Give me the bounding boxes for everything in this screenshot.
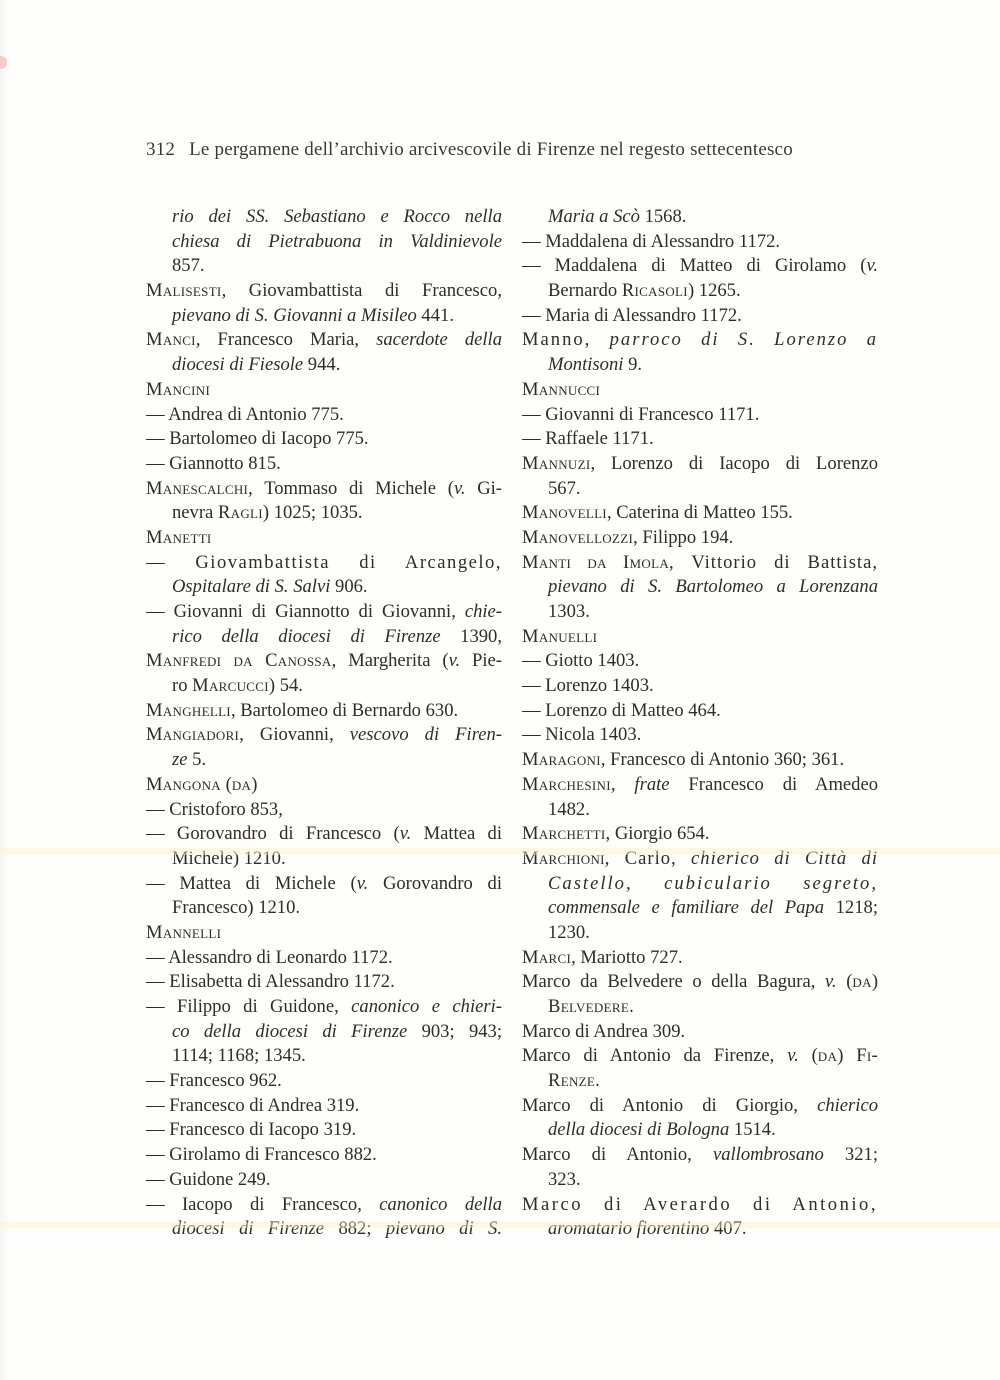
text-segment: v. <box>448 650 461 672</box>
text-segment: 857. <box>172 255 205 277</box>
index-line <box>146 995 502 1020</box>
text-segment: v. <box>866 255 878 277</box>
text-segment: canonico della <box>379 1193 502 1215</box>
text-segment: — Guidone 249. <box>146 1168 271 1190</box>
text-segment: , Giorgio 654. <box>605 823 710 845</box>
text-segment: v. <box>399 823 412 845</box>
index-line <box>522 353 878 378</box>
text-segment: chierico di Città di <box>691 847 878 869</box>
text-segment: sacerdote della <box>376 329 502 351</box>
index-line <box>522 822 878 847</box>
index-line <box>146 625 502 650</box>
text-segment: pievano di S. <box>385 1218 502 1240</box>
text-segment: — Lorenzo di Matteo 464. <box>522 699 721 721</box>
index-line <box>146 230 502 255</box>
text-segment: 1114; 1168; 1345. <box>172 1045 306 1067</box>
text-segment: , Margherita ( <box>331 650 449 672</box>
index-line <box>146 872 502 897</box>
text-segment: 1482. <box>548 798 590 820</box>
text-segment: , Tommaso di Michele ( <box>248 477 454 499</box>
index-line <box>146 205 502 230</box>
text-segment: Mangona <box>146 773 221 795</box>
text-segment: frate <box>634 773 670 795</box>
text-segment: — Mattea di Michele ( <box>146 872 357 894</box>
text-segment: — Nicola 1403. <box>522 724 642 746</box>
index-line <box>522 1044 878 1069</box>
running-title: Le pergamene dell’archivio arcivescovile di Firenze nel regesto settecentesco <box>189 139 793 160</box>
text-segment: — Giovanni di Francesco 1171. <box>522 403 760 425</box>
text-segment: Ospitalare di S. Salvi <box>172 576 331 598</box>
text-segment: diocesi di Firenze <box>172 1218 325 1240</box>
text-segment: 1303. <box>548 601 590 622</box>
index-line <box>522 501 878 526</box>
text-segment: — Andrea di Antonio 775. <box>146 403 344 425</box>
text-segment: vescovo di Firen- <box>349 724 502 746</box>
index-line <box>146 526 502 551</box>
text-segment: Mangiadori <box>146 724 240 746</box>
index-line <box>146 575 502 600</box>
index-line <box>522 1069 878 1094</box>
text-segment: 882; <box>324 1218 386 1240</box>
index-line <box>522 378 878 403</box>
text-segment: Manovelli <box>522 502 607 524</box>
index-line <box>522 205 878 230</box>
text-segment: — Giovambattista di Arcangelo, <box>146 551 502 573</box>
index-line <box>146 1020 502 1045</box>
text-segment: Mannucci <box>522 378 601 400</box>
text-segment: 5. <box>187 749 207 771</box>
text-segment: Mannelli <box>146 921 222 943</box>
index-line <box>146 822 502 847</box>
index-line <box>522 328 878 353</box>
index-line <box>522 526 878 551</box>
text-segment: Manfredi da Canossa <box>146 650 332 672</box>
page-header <box>146 139 866 161</box>
text-segment: , Giovanni, <box>239 724 350 746</box>
index-line <box>146 378 502 403</box>
index-line <box>146 970 502 995</box>
index-line <box>146 353 502 378</box>
text-segment: — Raffaele 1171. <box>522 428 654 450</box>
text-segment: 9. <box>623 354 643 376</box>
text-segment: 1230. <box>548 921 590 943</box>
index-line <box>522 452 878 477</box>
text-segment: 903; 943; <box>407 1020 502 1042</box>
text-segment: Manti da Imola <box>522 551 670 573</box>
text-segment: Marco di Andrea 309. <box>522 1020 686 1042</box>
text-segment: Malisesti <box>146 280 222 302</box>
text-segment: 441. <box>416 304 454 326</box>
index-line <box>522 279 878 304</box>
index-line <box>146 304 502 329</box>
index-line <box>146 427 502 452</box>
text-segment: Marcucci <box>192 675 269 697</box>
text-segment: Mancini <box>146 378 211 400</box>
index-line <box>146 921 502 946</box>
text-segment: — Giotto 1403. <box>522 650 640 672</box>
text-segment: Mannuzi <box>522 452 591 474</box>
index-line <box>146 649 502 674</box>
text-segment: — Alessandro di Leonardo 1172. <box>146 946 393 968</box>
index-line <box>146 1168 502 1193</box>
text-segment: Manovellozzi <box>522 526 634 548</box>
index-line <box>522 1193 878 1218</box>
index-line <box>146 896 502 921</box>
text-segment: Mattea di <box>411 823 502 845</box>
index-line <box>522 748 878 773</box>
text-segment: canonico e chieri- <box>351 996 502 1017</box>
index-line <box>522 427 878 452</box>
index-line <box>522 773 878 798</box>
text-segment: v. <box>356 872 369 894</box>
text-segment: . <box>629 996 634 1017</box>
index-line <box>146 452 502 477</box>
text-segment: , Lorenzo di Iacopo di Lorenzo <box>590 452 878 474</box>
text-segment: rico della diocesi di Firenze <box>172 625 441 647</box>
text-segment: 1218; <box>824 897 878 919</box>
index-line <box>522 477 878 502</box>
text-segment: ) 1025; 1035. <box>262 502 363 524</box>
text-segment: aromatario fiorentino <box>548 1218 710 1240</box>
text-segment: Manescalchi <box>146 477 249 499</box>
text-segment: Bernardo <box>548 280 622 302</box>
text-segment: Montisoni <box>548 354 624 376</box>
index-line <box>146 1069 502 1094</box>
text-segment: , Vittorio di Battista, <box>669 551 878 573</box>
index-line <box>146 477 502 502</box>
text-segment: Marco di Antonio da Firenze, <box>522 1045 788 1067</box>
text-segment: nevra <box>172 502 218 524</box>
text-segment: . <box>595 1070 600 1092</box>
text-segment: Fi- <box>856 1045 878 1067</box>
index-line <box>522 896 878 921</box>
index-line <box>146 279 502 304</box>
text-segment: da <box>231 773 252 795</box>
text-segment: — Bartolomeo di Iacopo 775. <box>146 428 369 450</box>
text-segment: co della diocesi di Firenze <box>172 1020 408 1042</box>
text-segment: ) 54. <box>268 675 303 697</box>
text-segment: rio dei SS. Sebastiano e Rocco nella <box>172 206 502 227</box>
text-segment: — Girolamo di Francesco 882. <box>146 1144 377 1166</box>
index-line <box>522 921 878 946</box>
index-line <box>522 1094 878 1119</box>
index-line <box>522 575 878 600</box>
text-segment: 323. <box>548 1168 581 1190</box>
text-segment: Manno, <box>522 329 610 351</box>
text-segment: Manghelli <box>146 699 231 721</box>
text-segment: 1390, <box>440 625 502 647</box>
index-line <box>522 1143 878 1168</box>
text-segment: Marco di Averardo di Antonio, <box>522 1193 878 1215</box>
index-line <box>146 1217 502 1242</box>
text-segment: chierico <box>817 1094 878 1116</box>
text-segment: diocesi di Fiesole <box>172 354 304 376</box>
index-line <box>146 723 502 748</box>
index-line <box>522 304 878 329</box>
text-segment: — Gorovandro di Francesco ( <box>146 823 400 845</box>
index-line <box>146 1094 502 1119</box>
index-line <box>146 328 502 353</box>
text-segment: , Bartolomeo di Bernardo 630. <box>230 699 459 721</box>
index-line <box>522 1217 878 1242</box>
text-segment: chie- <box>464 601 502 622</box>
text-segment: Marco da Belvedere o della Bagura, <box>522 971 826 993</box>
text-segment: — Maddalena di Alessandro 1172. <box>522 230 781 252</box>
index-line <box>146 699 502 724</box>
text-segment: 407. <box>709 1218 747 1240</box>
text-segment: Marci <box>522 946 572 968</box>
text-segment: — Francesco 962. <box>146 1070 282 1092</box>
text-segment: ) <box>871 971 878 993</box>
index-line <box>522 699 878 724</box>
text-segment: — Cristoforo 853, <box>146 798 283 820</box>
text-segment: Gorovandro di <box>368 872 502 894</box>
text-segment: della diocesi di Bologna <box>548 1119 730 1141</box>
text-segment: — Francesco di Andrea 319. <box>146 1094 360 1116</box>
index-line <box>146 551 502 576</box>
page-number: 312 <box>146 139 176 160</box>
text-segment: — Lorenzo 1403. <box>522 675 654 697</box>
text-segment: — Elisabetta di Alessandro 1172. <box>146 971 395 993</box>
text-segment: — Francesco di Iacopo 319. <box>146 1119 357 1141</box>
index-column-left <box>146 205 502 1242</box>
text-segment: — Iacopo di Francesco, <box>146 1193 380 1215</box>
index-line <box>522 403 878 428</box>
index-line <box>522 798 878 823</box>
index-line <box>522 723 878 748</box>
index-line <box>146 403 502 428</box>
index-column-right <box>522 205 878 1242</box>
index-line <box>146 946 502 971</box>
index-line <box>522 847 878 872</box>
text-segment: da <box>852 971 872 993</box>
text-segment: Francesco) 1210. <box>172 897 301 919</box>
text-segment: 944. <box>303 354 341 376</box>
index-line <box>522 600 878 625</box>
text-segment: Castello, cubiculario segreto, <box>548 872 878 894</box>
index-line <box>146 1118 502 1143</box>
text-segment: pievano di S. Giovanni a Misileo <box>172 304 417 326</box>
text-segment: ) <box>837 1045 857 1067</box>
index-line <box>146 674 502 699</box>
text-segment: v. <box>787 1045 799 1067</box>
text-segment: , Filippo 194. <box>633 526 734 548</box>
text-segment: ze <box>172 749 188 771</box>
text-segment: Ragli <box>217 502 263 524</box>
text-segment: Manetti <box>146 526 212 548</box>
text-segment: ( <box>798 1045 818 1067</box>
scan-artifact-smudge <box>0 56 7 69</box>
index-line <box>522 230 878 255</box>
text-segment: commensale e familiare del Papa <box>548 897 825 919</box>
text-segment: , Carlo, <box>604 847 692 869</box>
index-line <box>522 1118 878 1143</box>
index-line <box>146 1143 502 1168</box>
text-segment: Maragoni <box>522 749 601 771</box>
index-line <box>146 1044 502 1069</box>
index-line <box>522 872 878 897</box>
text-segment: Marchesini <box>522 773 611 795</box>
index-columns <box>146 205 878 1242</box>
index-line <box>146 1193 502 1218</box>
text-segment: v. <box>825 971 837 993</box>
index-line <box>522 1020 878 1045</box>
text-segment: , Francesco Maria, <box>195 329 377 351</box>
index-line <box>522 970 878 995</box>
text-segment: , Mariotto 727. <box>571 946 683 968</box>
text-segment: Belvedere <box>548 996 630 1017</box>
text-segment: — Maddalena di Matteo di Girolamo ( <box>522 255 867 277</box>
text-segment: pievano di S. Bartolomeo a Lorenzana <box>548 576 878 598</box>
text-segment: 321; <box>823 1144 878 1166</box>
text-segment: Ricasoli <box>621 280 688 302</box>
index-line <box>522 625 878 650</box>
text-segment: Pie- <box>460 650 502 672</box>
text-segment: Francesco di Amedeo <box>669 773 878 795</box>
text-segment: Manci <box>146 329 196 351</box>
text-segment: Manuelli <box>522 625 598 647</box>
text-segment: — Giannotto 815. <box>146 452 281 474</box>
index-line <box>146 254 502 279</box>
text-segment: 906. <box>330 576 368 598</box>
index-line <box>146 847 502 872</box>
text-segment: Marchioni <box>522 847 605 869</box>
text-segment: ( <box>220 773 232 795</box>
text-segment: 567. <box>548 477 581 499</box>
text-segment: ) <box>251 773 258 795</box>
index-line <box>522 551 878 576</box>
text-segment: Gi- <box>465 477 502 499</box>
text-segment: 1514. <box>729 1119 776 1141</box>
index-line <box>522 649 878 674</box>
text-segment: Marchetti <box>522 823 606 845</box>
text-segment: , <box>610 773 635 795</box>
index-line <box>146 501 502 526</box>
index-line <box>522 674 878 699</box>
text-segment: vallombrosano <box>712 1144 824 1166</box>
text-segment: , Francesco di Antonio 360; 361. <box>600 749 845 771</box>
text-segment: — Filippo di Guidone, <box>146 996 352 1017</box>
text-segment: v. <box>453 477 466 499</box>
index-line <box>522 1168 878 1193</box>
text-segment: 1568. <box>639 206 687 227</box>
text-segment: — Giovanni di Giannotto di Giovanni, <box>146 601 465 622</box>
index-line <box>146 748 502 773</box>
text-segment: parroco di S. Lorenzo a <box>609 329 878 351</box>
text-segment: chiesa di Pietrabuona in Valdinievole <box>172 230 502 252</box>
text-segment: Michele) 1210. <box>172 847 286 869</box>
text-segment: , Giovambattista di Francesco, <box>221 280 502 302</box>
text-segment: Renze <box>548 1070 596 1092</box>
text-segment: ro <box>172 675 193 697</box>
text-segment: , Caterina di Matteo 155. <box>606 502 793 524</box>
index-line <box>146 798 502 823</box>
text-segment: ( <box>836 971 853 993</box>
text-segment: Marco di Antonio, <box>522 1144 713 1166</box>
text-segment: da <box>817 1045 838 1067</box>
index-line <box>522 946 878 971</box>
index-line <box>522 995 878 1020</box>
text-segment: Marco di Antonio di Giorgio, <box>522 1094 818 1116</box>
index-line <box>522 254 878 279</box>
index-line <box>146 600 502 625</box>
index-line <box>146 773 502 798</box>
text-segment: Maria a Scò <box>548 206 640 227</box>
text-segment: — Maria di Alessandro 1172. <box>522 304 742 326</box>
text-segment: ) 1265. <box>687 280 741 302</box>
